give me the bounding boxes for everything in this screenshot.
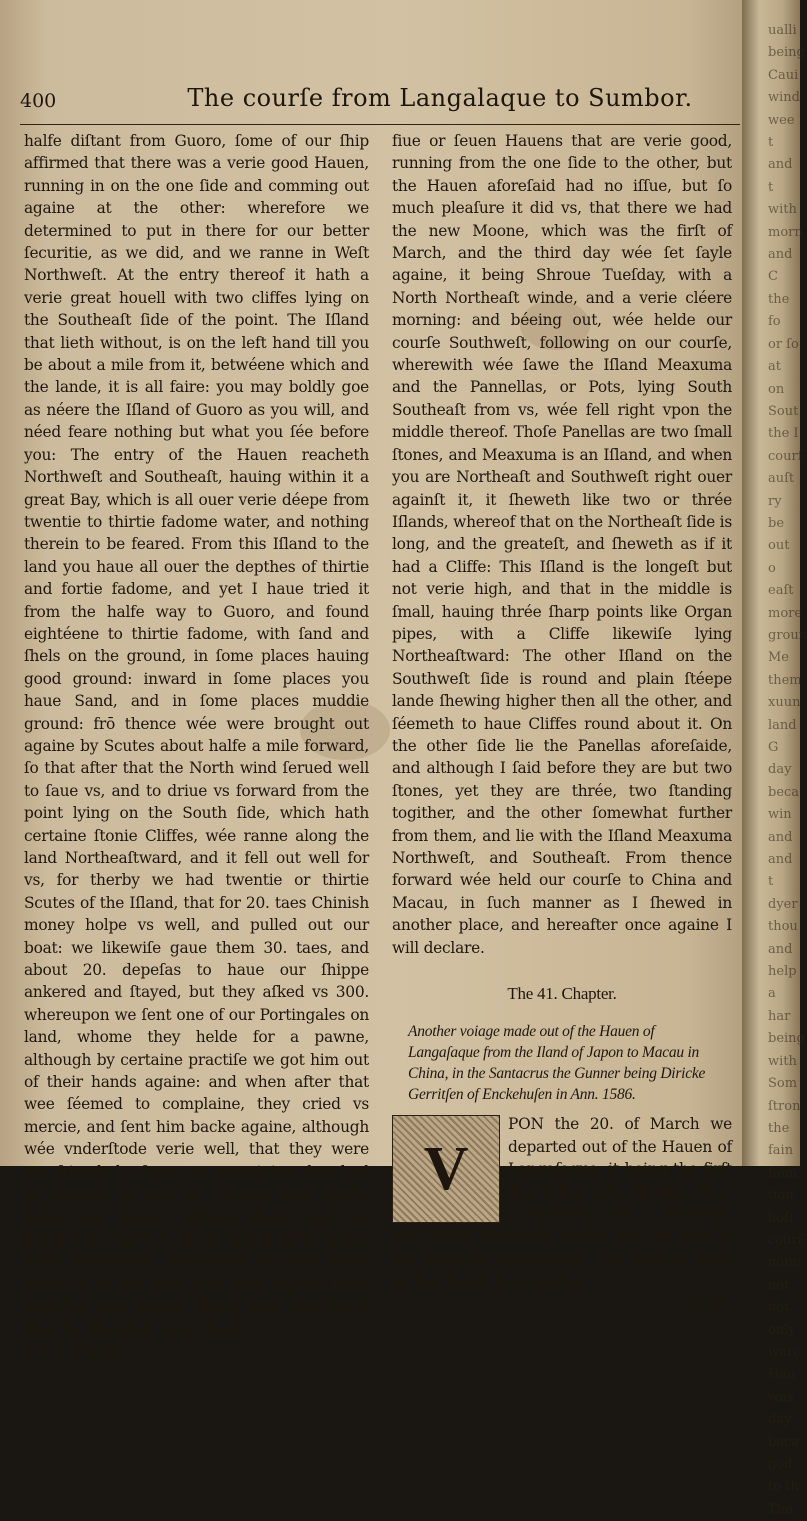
facing-page-fragments: ualli being Caui wind wee t and t with morn and C the fo or ſo at on Sout the I courſ auſt ry be out o eaſt more groun Me them xuun land G day beca win and and t dyer thou and help a har being with Som ſtron the fain foun tion hoſt courſ none not not only were Hau was day beca god to th The xyxy=(768,23,807,1517)
left-column xyxy=(24,130,369,1362)
chapter-text: PON the 20. of March we departed out of the Hauen of Langaſaque, it being the firſt day of the newe Moone, vpon a Thurſday with a northeaſt and North Northeaſt winde, and by nine of the clocke in the morning, wée were as farre as the Iſland dos Cauallos xyxy=(392,1115,732,1291)
right-column-text: fiue or ſeuen Hauens that are verie good, running from the one ſide to the other, but the Hauen aforeſaid had no iſſue, but ſo much pleaſure it did vs, that there we had the new Moone, which was the firſt of March, and the third day wée ſet ſayle againe, it being Shroue Tueſday, with a North Northeaſt winde, and a verie cléere morning: and béeing out, wée helde our courſe Southweſt, following on our courſe, wherewith wée ſawe the Iſland Meaxuma and the Pannellas, or Pots, lying South Southeaſt from vs, wée fell right vpon the middle thereof. Thoſe Panellas are two ſmall ſtones, and Meaxuma is an Iſland, and when you are Northeaſt and Southweſt right ouer againſt it, it ſheweth like two or thrée Iſlands, whereof that on the Northeaſt ſide is long, and the greateſt, and ſheweth as if it had a Cliffe: This Iſland is the longeſt but not verie high, and that in the middle is ſmall, hauing thrée ſharp points like Organ pipes, with a Cliffe likewiſe lying Northeaſtward: The other Iſland on the Southweſt ſide is round and plain ſtéepe lande ſhewing higher then all the other, and ſéemeth to haue Cliffes round about it. On the other ſide lie the Panellas aforeſaide, and although I ſaid before they are but two ſtones, yet they are thrée, two ſtanding togither, and the other ſomewhat further from them, and lie with the Iſland Meaxuma Northweſt, and Southeaſt. From thence forward wée held our courſe to China and Macau, in ſuch manner as I ſhewed in another place, and hereafter once againe I will declare. xyxy=(392,132,732,957)
catchword-line xyxy=(392,1293,732,1315)
decorated-initial xyxy=(392,1115,500,1223)
catchword: uallos xyxy=(687,1294,732,1313)
chapter-heading: The 41. Chapter. xyxy=(507,984,617,1004)
page-number: 400 xyxy=(20,90,57,112)
running-head xyxy=(20,84,740,125)
chapter-summary: Another voiage made out of the Hauen of Langaſaque from the Iland of Japon to Macau in China, in the Santacrus the Gunner being Diricke Gerritſen of Enckehuſen in Ann. 1586. xyxy=(408,1023,706,1104)
drop-cap-letter: V xyxy=(423,1135,469,1204)
signature-mark: The 3. Booke. xyxy=(24,1341,128,1360)
page-title: The courſe from Langalaque to Sumbor. xyxy=(187,84,693,112)
signature-line xyxy=(24,1340,369,1362)
chapter-body xyxy=(392,1113,732,1292)
left-column-text: halfe diſtant from Guoro, ſome of our ſhip affirmed that there was a verie good Hauen, running in on the one ſide and comming out againe at the other: wherefore we determined to put in there for our better ſecuritie, as we did, and we ranne in Weſt Northweſt. At the entry thereof it hath a verie great houell with two cliffes lying on the Southeaſt ſide of the point. The Iſland that lieth without, is on the left hand till you be about a mile from it, betwéene which and the lande, it is all faire: you may boldly goe as néere the Iſland of Guoro as you will, and néed feare nothing but what you ſée before you: The entry of the Hauen reacheth Northweſt and Southeaſt, hauing within it a great Bay, which is all ouer verie déepe from twentie to thirtie fadome water, and nothing therein to be feared. From this Iſland to the land you haue all ouer the depthes of thirtie and fortie fadome, and yet I haue tried it from the halfe way to Guoro, and found eightéene to thirtie fadome, with ſand and ſhels on the ground, in ſome places hauing good ground: inward in ſome places you haue Sand, and in ſome places muddie ground: frō thence wée were brought out againe by Scutes about halfe a mile forward, ſo that after that the North wind ſerued well to ſaue vs, and to driue vs forward from the point lying on the South ſide, which hath certaine ſtonie Cliffes, wée ranne along the land Northeaſtward, and it fell out well for vs, for therby we had twentie or thirtie Scutes of the Iſland, that for 20. taes Chinish money holpe vs well, and pulled out our boat: we likewiſe gaue them 30. taes, and about 20. depeſas to haue our ſhippe ankered and ſtayed, but they aſked vs 300. whereupon we ſent one of our Portingales on land, whome they helde for a pawne, although by certaine practiſe we got him out of their hands againe: and when after that wee ſéemed to complaine, they cried vs mercie, and ſent him backe againe, although wée vnderſtode verie well, that they were our friends by force, as perceiuing they had no meanes to hurt vs, becauſe wee coulde helpe our ſelues without them: but we marked ſo much in them, that if they coulde haue hindered vs, they would not haue failed to doe it, or elſe wée muſt haue ſtopped their mouthes with money. There wée vnderſtood that the Iſland of Guoro hath xyxy=(24,132,369,1338)
facing-page-edge xyxy=(742,0,807,1517)
right-column xyxy=(392,130,732,1315)
